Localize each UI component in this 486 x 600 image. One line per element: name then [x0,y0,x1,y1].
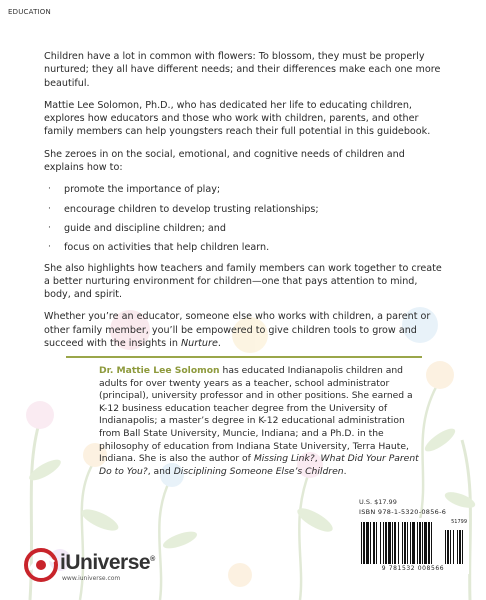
bullet-icon: · [48,222,51,233]
paragraph: She zeroes in on the social, emotional, and cognitive needs of children and explains how to: [44,148,405,174]
bio-end: . [343,465,347,477]
paragraph: Mattie Lee Solomon, Ph.D., who has dedicated her life to educating children, explores how educators and those who work with children, parents, and other family members can help youngsters reach their full potential in this guidebook. [44,99,431,138]
list-item [44,203,444,216]
separator: , [314,453,321,465]
book-title: Missing Link? [253,453,315,465]
bullet-list [44,183,444,254]
bullet-icon: · [48,242,51,253]
paragraph-end: . [217,338,221,350]
isbn-label: ISBN 978-1-5320-0856-6 [359,508,447,516]
price-label: U.S. $17.99 [359,498,397,506]
list-item [44,241,444,254]
separator: , and [147,465,174,477]
bio-text: has educated Indianapolis children and adults for over twenty years as a teacher, school administrator (principal), university professor and in other positions. She earned a K-12 business education teacher degree from the University of Indianapolis; a master’s degree in K-12 educational administration from Ball State University, Muncie, Indiana; and a Ph.D. in the philosophy of education from Indiana State University, Terra Haute, Indiana. She is also the author of [99,365,413,465]
list-item-text: guide and discipline children; and [64,222,226,234]
list-item-text: focus on activities that help children learn. [64,242,270,254]
list-item [44,222,444,235]
paragraph-text: Whether you’re an educator, someone else who works with children, a parent or other family member, you’ll be empowered to give children tools to grow and succeed with the insights in [44,311,431,350]
book-title: Disciplining Someone Else’s Children [173,465,344,477]
divider [66,356,422,358]
publisher-name: iUniverse® [60,551,155,574]
book-title: Nurture [180,338,218,350]
iuniverse-swirl-icon [24,548,58,582]
paragraph [44,310,444,350]
list-item-text: encourage children to develop trusting relationships; [64,203,319,215]
author-name: Dr. Mattie Lee Solomon [99,365,220,376]
author-bio [99,365,423,478]
paragraph: Children have a lot in common with flowers: To blossom, they must be properly nurtured; they all have different needs; and their differences make each one more beautiful. [44,51,441,89]
barcode-bars [361,522,465,564]
barcode [357,518,469,574]
publisher-url: www.iuniverse.com [62,575,121,582]
list-item-text: promote the importance of play; [64,184,221,196]
book-title: What Did Your Parent Do to You? [99,453,419,477]
category-label: EDUCATION [8,8,51,16]
bullet-icon: · [48,184,51,195]
paragraph: She also highlights how teachers and family members can work together to create a better nurturing environment for children—one that pays attention to mind, body, and spirit. [44,262,442,301]
bullet-icon: · [48,203,51,214]
list-item [44,183,444,196]
barcode-addon-number: 51799 [451,519,467,525]
description [44,50,444,359]
barcode-number: 9 781532 008566 [381,565,445,572]
